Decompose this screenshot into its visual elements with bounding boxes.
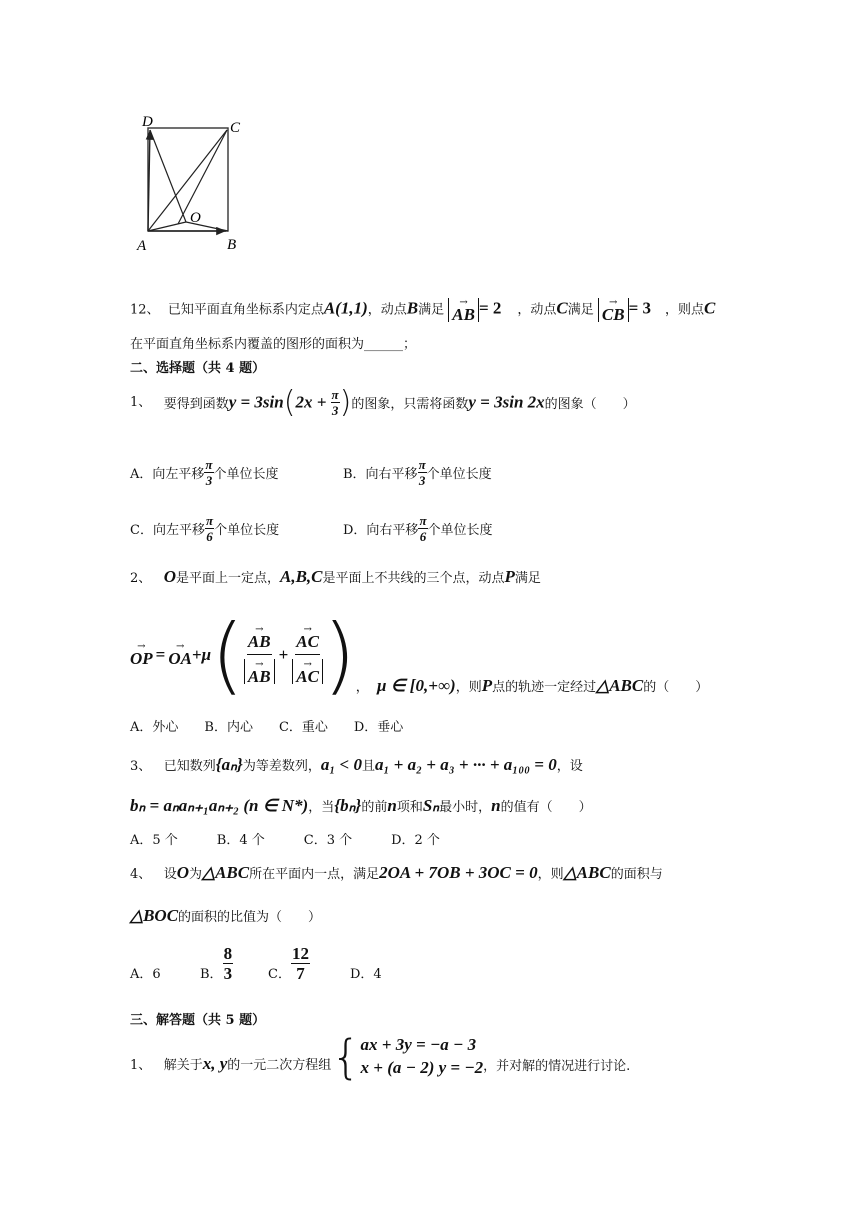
- math-bn: bₙ = aₙaₙ₊₁aₙ₊₂ (n ∈ N*): [130, 796, 309, 815]
- equation-1: ax + 3y = −a − 3: [360, 1035, 477, 1055]
- option-C[interactable]: [268, 945, 350, 982]
- vec-AB: AB: [247, 632, 271, 652]
- denominator: 6: [206, 529, 213, 544]
- abs-CB: → CB: [598, 298, 629, 322]
- math-n: n: [387, 796, 397, 815]
- math-y: y = 3sin: [228, 392, 284, 412]
- math-sum: a₁ + a₂ + a₃ + ··· + a₁₀₀ = 0: [374, 755, 557, 774]
- denominator: 7: [296, 964, 305, 983]
- text: 设: [163, 867, 177, 882]
- math-vector-eq: 2OA + 7OB + 3OC = 0: [379, 863, 538, 882]
- math-a1: a₁ < 0: [320, 755, 362, 774]
- label-A: A: [137, 238, 147, 254]
- question-number: 4、: [130, 867, 152, 882]
- math-C: C: [704, 298, 716, 318]
- math-y2: y = 3sin 2x: [468, 392, 545, 412]
- math-boc: △BOC: [130, 906, 179, 925]
- math-P: P: [504, 567, 515, 586]
- math-eq: =: [155, 644, 166, 664]
- numerator: π: [205, 457, 213, 472]
- fraction-AC: → AC → AC: [292, 625, 323, 684]
- option-A[interactable]: A．6: [130, 967, 161, 982]
- text: 个单位长度: [427, 523, 493, 538]
- text: 个单位长度: [214, 523, 280, 538]
- text: 是平面上一定点，: [175, 571, 280, 586]
- text: ，并对解的情况进行讨论.: [483, 1059, 631, 1074]
- math-n: n: [491, 796, 501, 815]
- s2q2-options[interactable]: A．外心 B．内心 C．重心 D．垂心: [130, 720, 404, 735]
- s2q1-option-D[interactable]: [343, 514, 493, 543]
- label-O: O: [190, 210, 201, 226]
- text: 为等差数列，: [242, 759, 321, 774]
- label-C: C: [230, 120, 241, 136]
- s2q1-stem: 1、 要得到函数y = 3sin(2x + $\frac{\pi}{3}$ )的图象，只需将函数y = 3sin 2x的图象（ ）: [130, 385, 636, 420]
- text: ，则: [537, 867, 564, 882]
- math-plus: +: [191, 644, 202, 664]
- text: ，则点: [665, 302, 705, 318]
- fraction: [223, 945, 234, 982]
- numerator: π: [418, 457, 426, 472]
- math-P: P: [481, 676, 493, 695]
- option-B[interactable]: [200, 945, 268, 982]
- s2q4-stem-1: [130, 863, 663, 883]
- text: D．向右平移: [343, 523, 419, 538]
- text: 为: [188, 867, 202, 882]
- text: 满足: [418, 302, 445, 318]
- math-O: O: [163, 567, 176, 586]
- s2q3-options[interactable]: A．5 个 B．4 个 C．3 个 D．2 个: [130, 833, 440, 848]
- s2q1-option-A[interactable]: [130, 458, 279, 487]
- text: 满足: [514, 571, 541, 586]
- equation-system: [361, 1034, 484, 1080]
- option-D[interactable]: D．4: [350, 967, 382, 982]
- text: 的一元二次方程组: [227, 1058, 332, 1073]
- text: 所在平面内一点，满足: [249, 867, 380, 882]
- text: ，动点: [367, 302, 407, 318]
- vec-AC: AC: [296, 632, 319, 652]
- q12-line1: [130, 298, 715, 322]
- vec-CB: CB: [601, 305, 625, 324]
- question-number: 2、: [130, 571, 152, 586]
- math-an: {aₙ}: [215, 755, 243, 774]
- vec-AB: AB: [452, 305, 475, 324]
- denominator: 3: [205, 473, 213, 488]
- fraction: [204, 458, 213, 487]
- text: 要得到函数: [163, 397, 229, 412]
- question-number: 3、: [130, 759, 152, 774]
- text: 个单位长度: [426, 467, 492, 482]
- math-point-A: A(1,1): [323, 298, 368, 318]
- text: B．向右平移: [343, 467, 418, 482]
- numerator: π: [205, 513, 214, 528]
- s2q2-stem: [130, 567, 541, 587]
- denominator: 6: [419, 529, 427, 544]
- math-B: B: [406, 298, 419, 318]
- text: 已知数列: [163, 759, 216, 774]
- text: 的面积的比值为（ ）: [178, 910, 322, 925]
- numerator: 8: [223, 944, 233, 963]
- label-D: D: [142, 114, 153, 130]
- math-eq: = 2: [478, 298, 502, 318]
- text: 点的轨迹一定经过: [492, 680, 597, 695]
- vec-AB: AB: [247, 666, 271, 686]
- s2q3-stem-2: [130, 796, 592, 816]
- text: 的前: [361, 800, 388, 815]
- fraction: [418, 458, 427, 487]
- math-plus: +: [278, 644, 289, 664]
- math-triangle: △ABC: [596, 676, 644, 695]
- text: A．向左平移: [130, 467, 205, 482]
- numerator: π: [419, 513, 427, 528]
- numerator: π: [331, 387, 339, 402]
- math-eq: = 3: [628, 298, 652, 318]
- fraction: [291, 945, 310, 982]
- text: ，: [355, 680, 369, 695]
- math-C: C: [556, 298, 568, 318]
- denominator: 3: [223, 964, 233, 983]
- s2q1-option-C[interactable]: [130, 514, 279, 543]
- abs-AB: → AB: [448, 298, 479, 322]
- section-title-3: 三、解答题（共 5 题）: [130, 1013, 266, 1028]
- text: 的图象，只需将函数: [351, 397, 469, 412]
- s2q4-options: [130, 945, 382, 982]
- text: C．向左平移: [130, 523, 205, 538]
- denominator: 3: [418, 473, 426, 488]
- math-xy: x, y: [202, 1054, 228, 1073]
- s2q2-tail: [356, 676, 708, 696]
- s2q1-option-B[interactable]: [343, 458, 492, 487]
- s2q2-formula: → OP = → OA + μ ( → AB → AB + → AC → AC ) ， μ ∈ [0,+∞)，则P点的轨迹一定经过△ABC的（ ）: [130, 605, 709, 704]
- fraction: [205, 514, 214, 543]
- math-ABC: A,B,C: [279, 567, 323, 586]
- vec-OP: OP: [130, 649, 153, 669]
- text: 满足: [567, 302, 594, 318]
- vec-OA: OA: [168, 649, 192, 669]
- text: 的面积与: [610, 867, 663, 882]
- text: ，则: [455, 680, 482, 695]
- text: C．: [268, 967, 291, 982]
- s2q4-stem-2: [130, 906, 321, 926]
- text: 解关于: [163, 1058, 203, 1073]
- text: ，动点: [517, 302, 557, 318]
- question-number: 1、: [130, 395, 152, 410]
- text: 最小时，: [439, 800, 492, 815]
- text: 的（ ）: [643, 680, 709, 695]
- math-triangle: △ABC: [563, 863, 611, 882]
- equation-2: x + (a − 2) y = −2: [360, 1058, 484, 1077]
- text: ，当: [308, 800, 335, 815]
- section-title-2: 二、选择题（共 4 题）: [130, 361, 266, 376]
- fraction: [418, 514, 427, 543]
- numerator: 12: [291, 944, 309, 963]
- math-bset: {bₙ}: [334, 796, 362, 815]
- text: 且: [361, 759, 375, 774]
- text: ，设: [556, 759, 583, 774]
- label-B: B: [227, 237, 237, 253]
- q12-line2: 在平面直角坐标系内覆盖的图形的面积为______；: [130, 337, 417, 352]
- math-mu-range: μ ∈ [0,+∞): [377, 676, 456, 695]
- fraction-pi-3: [331, 388, 340, 417]
- question-number: 1、: [130, 1058, 152, 1073]
- math-Sn: Sₙ: [422, 796, 440, 815]
- text: 项和: [396, 800, 423, 815]
- text: B．: [200, 967, 223, 982]
- geometry-figure: [128, 110, 258, 258]
- text: 个单位长度: [213, 467, 279, 482]
- fraction-AB: → AB → AB: [244, 625, 275, 684]
- denominator: 3: [331, 403, 339, 418]
- text: 的值有（ ）: [500, 800, 592, 815]
- text: 的图象（ ）: [544, 397, 636, 412]
- question-number: 12、: [130, 302, 160, 318]
- vec-AC: AC: [296, 666, 319, 686]
- math-triangle: △ABC: [202, 863, 250, 882]
- math-O: O: [176, 863, 189, 882]
- text: 已知平面直角坐标系内定点: [167, 302, 324, 318]
- math-mu: μ: [201, 644, 212, 664]
- s2q3-stem-1: [130, 755, 583, 775]
- text: 是平面上不共线的三个点，动点: [322, 571, 505, 586]
- math-inner: 2x +: [295, 392, 327, 412]
- s3q1-stem: 1、 解关于x, y的一元二次方程组 { ax + 3y = −a − 3 x + (a − 2) y = −2 ，并对解的情况进行讨论.: [130, 1030, 631, 1084]
